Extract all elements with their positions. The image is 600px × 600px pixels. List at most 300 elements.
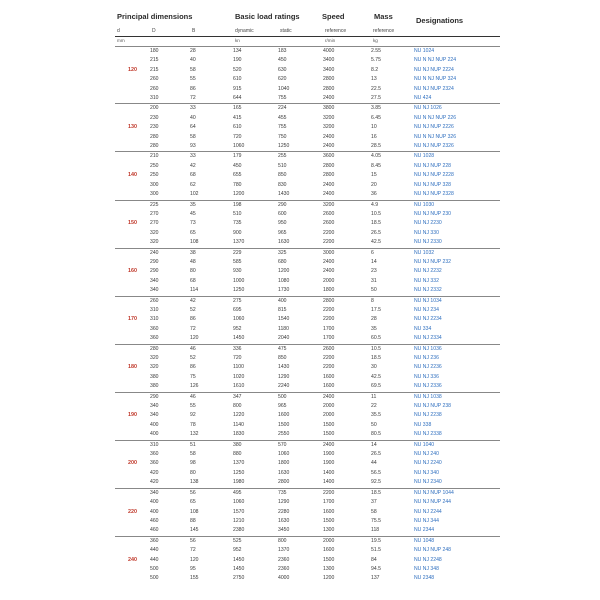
outer-diameter: 460 xyxy=(150,527,159,534)
outer-diameter: 280 xyxy=(150,133,159,140)
outer-diameter: 400 xyxy=(150,508,159,515)
width: 45 xyxy=(190,210,196,217)
table-row xyxy=(115,430,500,440)
header-principal-dimensions: Principal dimensions xyxy=(117,12,193,21)
static-load: 1180 xyxy=(278,325,289,332)
header-speed: Speed xyxy=(322,12,345,21)
reference-speed: 1700 xyxy=(323,335,335,342)
header-static: static xyxy=(280,28,292,34)
static-load: 1600 xyxy=(278,412,290,419)
dynamic-load: 1830 xyxy=(233,431,245,438)
width: 78 xyxy=(190,421,196,428)
bore-diameter: 200 xyxy=(128,460,137,467)
static-load: 680 xyxy=(278,258,287,265)
designation[interactable]: NU NJ NUP 232 xyxy=(414,258,451,265)
width: 120 xyxy=(190,335,199,342)
designation[interactable]: NU NJ 348 xyxy=(414,565,439,572)
width: 108 xyxy=(190,508,199,515)
outer-diameter: 230 xyxy=(150,124,159,131)
designation[interactable]: NU NJ 2234 xyxy=(414,316,442,323)
designation[interactable]: NU 424 xyxy=(414,95,432,102)
static-load: 450 xyxy=(278,57,287,64)
static-load: 325 xyxy=(278,248,323,258)
header-d: d xyxy=(117,28,120,34)
dynamic-load: 1450 xyxy=(233,556,245,563)
reference-speed: 3400 xyxy=(323,66,335,73)
bore-diameter-spacer xyxy=(115,565,150,574)
designation[interactable]: NU 334 xyxy=(414,325,432,332)
mass: 58 xyxy=(371,508,377,515)
outer-diameter: 260 xyxy=(150,296,190,306)
units-row xyxy=(115,37,500,46)
width: 42 xyxy=(190,296,233,306)
static-load: 455 xyxy=(278,114,287,121)
dynamic-load: 380 xyxy=(233,440,278,450)
width: 102 xyxy=(190,191,199,198)
bore-diameter: 130 xyxy=(128,124,137,131)
table-row xyxy=(115,142,500,152)
width: 155 xyxy=(190,575,199,582)
width: 64 xyxy=(190,124,196,131)
mass: 36 xyxy=(371,191,377,198)
designation[interactable]: NU NJ NUP 248 xyxy=(414,547,451,554)
designation[interactable]: NU 2344 xyxy=(414,527,435,534)
mass: 22 xyxy=(371,403,377,410)
outer-diameter: 270 xyxy=(150,220,159,227)
width: 48 xyxy=(190,258,196,265)
width: 72 xyxy=(190,325,196,332)
table-row xyxy=(115,450,500,459)
table-row xyxy=(115,85,500,94)
bore-diameter-spacer xyxy=(115,75,150,84)
designation[interactable]: NU NJ 1034 xyxy=(414,296,500,306)
width: 92 xyxy=(190,412,196,419)
reference-speed: 2800 xyxy=(323,296,371,306)
mass: 15 xyxy=(371,172,377,179)
designation[interactable]: NU NJ NUP 2326 xyxy=(414,143,454,150)
table-row xyxy=(115,296,500,306)
header-mass-reference: reference xyxy=(373,28,395,34)
width: 46 xyxy=(190,392,233,402)
bore-diameter-spacer xyxy=(115,85,150,94)
outer-diameter: 310 xyxy=(150,95,159,102)
reference-speed: 2400 xyxy=(323,133,335,140)
mass: 8 xyxy=(371,296,414,306)
outer-diameter: 340 xyxy=(150,287,159,294)
outer-diameter: 200 xyxy=(150,104,190,114)
table-row xyxy=(115,94,500,104)
table-row xyxy=(115,229,500,238)
header-D: D xyxy=(152,28,156,34)
static-load: 815 xyxy=(278,306,287,313)
static-load: 755 xyxy=(278,124,287,131)
mass: 80.5 xyxy=(371,431,381,438)
static-load: 600 xyxy=(278,210,287,217)
static-load: 255 xyxy=(278,152,323,162)
outer-diameter: 215 xyxy=(150,57,159,64)
reference-speed: 3200 xyxy=(323,114,335,121)
width: 56 xyxy=(190,488,233,498)
designation[interactable]: NU N NJ NUP 224 xyxy=(414,57,457,64)
outer-diameter: 240 xyxy=(150,248,190,258)
dynamic-load: 1060 xyxy=(233,143,245,150)
designation[interactable]: NU NJ 2334 xyxy=(414,335,442,342)
dynamic-load: 347 xyxy=(233,392,278,402)
designation[interactable]: NU NJ NUP 230 xyxy=(414,210,451,217)
designation[interactable]: NU NJ 344 xyxy=(414,517,439,524)
dynamic-load: 190 xyxy=(233,57,242,64)
designation[interactable]: NU NJ 340 xyxy=(414,469,439,476)
table-row xyxy=(115,114,500,123)
reference-speed: 1500 xyxy=(323,431,335,438)
reference-speed: 2200 xyxy=(323,355,335,361)
mass: 4.05 xyxy=(371,152,414,162)
dynamic-load: 1000 xyxy=(233,277,245,284)
reference-speed: 3200 xyxy=(323,124,335,131)
table-row xyxy=(115,478,500,488)
designation[interactable]: NU NJ 1038 xyxy=(414,392,500,402)
static-load: 1200 xyxy=(278,268,290,275)
width: 51 xyxy=(190,440,233,450)
width: 88 xyxy=(190,517,196,524)
bore-diameter-spacer xyxy=(115,440,150,450)
width: 73 xyxy=(190,220,196,227)
designation[interactable]: NU NJ 234 xyxy=(414,306,439,313)
dynamic-load: 415 xyxy=(233,114,242,121)
dynamic-load: 275 xyxy=(233,296,278,306)
width: 68 xyxy=(190,172,196,179)
reference-speed: 3200 xyxy=(323,200,371,210)
bore-diameter-spacer xyxy=(115,373,150,382)
mass: 37 xyxy=(371,499,377,506)
reference-speed: 1600 xyxy=(323,547,335,554)
designation[interactable]: NU 1048 xyxy=(414,536,500,546)
outer-diameter: 250 xyxy=(150,172,159,179)
bore-diameter-spacer xyxy=(115,344,150,354)
static-load: 1060 xyxy=(278,451,290,458)
table-body xyxy=(115,47,500,584)
outer-diameter: 250 xyxy=(150,162,159,169)
designation[interactable]: NU NJ NUP 2226 xyxy=(414,124,454,131)
table-row xyxy=(115,56,500,65)
table-row xyxy=(115,469,500,478)
width: 132 xyxy=(190,431,199,438)
static-load: 570 xyxy=(278,440,323,450)
designation[interactable]: NU 2348 xyxy=(414,575,435,582)
mass: 26.5 xyxy=(371,229,381,236)
bore-diameter-spacer xyxy=(115,517,150,526)
outer-diameter: 280 xyxy=(150,143,159,150)
mass: 14 xyxy=(371,258,377,265)
bore-diameter-spacer xyxy=(115,142,150,152)
reference-speed: 1600 xyxy=(323,508,335,515)
designation[interactable]: NU NJ NUP 2224 xyxy=(414,66,454,73)
designation[interactable]: NU 1040 xyxy=(414,440,500,450)
designation[interactable]: NU 1030 xyxy=(414,200,500,210)
mass: 6 xyxy=(371,248,414,258)
dynamic-load: 735 xyxy=(233,220,242,227)
table-row xyxy=(115,565,500,574)
designation[interactable]: NU NJ 2244 xyxy=(414,508,442,515)
dynamic-load: 450 xyxy=(233,162,242,169)
mass: 60.5 xyxy=(371,335,381,342)
outer-diameter: 360 xyxy=(150,460,159,467)
reference-speed: 1300 xyxy=(323,527,335,534)
table-row xyxy=(115,238,500,248)
reference-speed: 2600 xyxy=(323,220,335,227)
mass: 14 xyxy=(371,440,414,450)
outer-diameter: 400 xyxy=(150,431,159,438)
static-load: 1630 xyxy=(278,239,290,246)
bore-diameter-spacer xyxy=(115,402,150,411)
designation[interactable]: NU NJ 2330 xyxy=(414,239,442,246)
static-load: 224 xyxy=(278,104,323,114)
designation[interactable]: NU NJ 240 xyxy=(414,451,439,458)
mass: 44 xyxy=(371,460,377,467)
table-row xyxy=(115,459,500,468)
outer-diameter: 320 xyxy=(150,364,159,371)
designation[interactable]: NU N NJ NUP 326 xyxy=(414,133,457,140)
reference-speed: 2000 xyxy=(323,412,335,419)
outer-diameter: 215 xyxy=(150,66,159,73)
table-row xyxy=(115,277,500,286)
table-row xyxy=(115,334,500,344)
bore-diameter-spacer xyxy=(115,114,150,123)
reference-speed: 2400 xyxy=(323,191,335,198)
static-load: 510 xyxy=(278,162,287,169)
width: 72 xyxy=(190,547,196,554)
dynamic-load: 610 xyxy=(233,124,242,131)
static-load: 1040 xyxy=(278,85,290,92)
designation[interactable]: NU NJ 332 xyxy=(414,277,439,284)
bore-diameter-spacer xyxy=(115,430,150,440)
width: 42 xyxy=(190,162,196,169)
dynamic-load: 1570 xyxy=(233,508,245,515)
mass: 31 xyxy=(371,277,377,284)
reference-speed: 2000 xyxy=(323,403,335,410)
dynamic-load: 644 xyxy=(233,95,242,102)
designation[interactable]: NU N NJ NUP 226 xyxy=(414,114,457,121)
static-load: 850 xyxy=(278,355,287,361)
header-mass: Mass xyxy=(374,12,393,21)
designation[interactable]: NU NJ 330 xyxy=(414,229,439,236)
dynamic-load: 336 xyxy=(233,344,278,354)
table-row xyxy=(115,517,500,526)
reference-speed: 2200 xyxy=(323,239,335,246)
outer-diameter: 500 xyxy=(150,565,159,572)
width: 52 xyxy=(190,306,196,313)
bore-diameter-spacer xyxy=(115,181,150,190)
designation[interactable]: NU NJ 1036 xyxy=(414,344,500,354)
mass: 42.5 xyxy=(371,239,381,246)
designation[interactable]: NU NJ 2238 xyxy=(414,412,442,419)
designation[interactable]: NU NJ NUP 2228 xyxy=(414,172,454,179)
header-designations: Designations xyxy=(416,16,464,25)
dynamic-load: 780 xyxy=(233,181,242,188)
designation[interactable]: NU NJ NUP 244 xyxy=(414,499,451,506)
table-row xyxy=(115,421,500,430)
width: 120 xyxy=(190,556,199,563)
dynamic-load: 1610 xyxy=(233,383,245,390)
dynamic-load: 952 xyxy=(233,547,242,554)
designation[interactable]: NU NJ NUP 228 xyxy=(414,162,451,169)
table-row xyxy=(115,181,500,190)
mass: 10.5 xyxy=(371,344,414,354)
designation[interactable]: NU NJ 336 xyxy=(414,373,439,380)
bore-diameter: 220 xyxy=(128,508,137,515)
mass: 10.5 xyxy=(371,210,381,217)
dynamic-load: 1060 xyxy=(233,499,245,506)
designation[interactable]: NU NJ 2232 xyxy=(414,268,442,275)
dynamic-load: 1250 xyxy=(233,287,245,294)
dynamic-load: 1060 xyxy=(233,316,245,323)
width: 38 xyxy=(190,248,233,258)
static-load: 2360 xyxy=(278,565,290,572)
outer-diameter: 280 xyxy=(150,344,190,354)
reference-speed: 2800 xyxy=(323,85,335,92)
mass: 16 xyxy=(371,133,377,140)
table-row xyxy=(115,488,500,498)
outer-diameter: 460 xyxy=(150,517,159,524)
dynamic-load: 179 xyxy=(233,152,278,162)
unit-mm: mm xyxy=(117,38,125,43)
designation[interactable]: NU NJ NUP 1044 xyxy=(414,488,500,498)
bore-diameter-spacer xyxy=(115,238,150,248)
header-basic-load-ratings: Basic load ratings xyxy=(235,12,300,21)
reference-speed: 3000 xyxy=(323,248,371,258)
outer-diameter: 440 xyxy=(150,556,159,563)
outer-diameter: 180 xyxy=(150,47,190,57)
static-load: 800 xyxy=(278,536,323,546)
reference-speed: 1300 xyxy=(323,565,335,572)
dynamic-load: 229 xyxy=(233,248,278,258)
designation[interactable]: NU NJ NUP 328 xyxy=(414,181,451,188)
outer-diameter: 360 xyxy=(150,451,159,458)
outer-diameter: 225 xyxy=(150,200,190,210)
reference-speed: 1900 xyxy=(323,460,335,467)
outer-diameter: 230 xyxy=(150,114,159,121)
reference-speed: 2400 xyxy=(323,258,335,265)
bore-diameter-spacer xyxy=(115,229,150,238)
table-row xyxy=(115,47,500,57)
table-row xyxy=(115,382,500,392)
bore-diameter-spacer xyxy=(115,354,150,363)
static-load: 1430 xyxy=(278,191,290,198)
outer-diameter: 380 xyxy=(150,383,159,390)
mass: 17.5 xyxy=(371,306,381,313)
width: 40 xyxy=(190,114,196,121)
designation[interactable]: NU NJ 2240 xyxy=(414,460,442,467)
dynamic-load: 720 xyxy=(233,133,242,140)
outer-diameter: 320 xyxy=(150,239,159,246)
designation[interactable]: NU NJ 2338 xyxy=(414,431,442,438)
outer-diameter: 300 xyxy=(150,181,159,188)
width: 93 xyxy=(190,143,196,150)
mass: 20 xyxy=(371,181,377,188)
dynamic-load: 525 xyxy=(233,536,278,546)
designation[interactable]: NU NJ 1026 xyxy=(414,104,500,114)
dynamic-load: 610 xyxy=(233,76,242,83)
mass: 18.5 xyxy=(371,220,381,227)
dynamic-load: 880 xyxy=(233,451,242,458)
designation[interactable]: NU NJ NUP 238 xyxy=(414,403,451,410)
designation[interactable]: NU NJ 2336 xyxy=(414,383,442,390)
bore-diameter-spacer xyxy=(115,286,150,296)
designation[interactable]: NU NJ 2230 xyxy=(414,220,442,227)
outer-diameter: 400 xyxy=(150,421,159,428)
dynamic-load: 1210 xyxy=(233,517,245,524)
designation[interactable]: NU 1032 xyxy=(414,248,500,258)
designation[interactable]: NU NJ NUP 2324 xyxy=(414,85,454,92)
static-load: 500 xyxy=(278,392,323,402)
table-row xyxy=(115,104,500,114)
reference-speed: 2200 xyxy=(323,306,335,313)
width: 58 xyxy=(190,66,196,73)
mass: 42.5 xyxy=(371,373,381,380)
table-row xyxy=(115,162,500,171)
dynamic-load: 510 xyxy=(233,210,242,217)
designation[interactable]: NU 1028 xyxy=(414,152,500,162)
designation[interactable]: NU NJ 236 xyxy=(414,355,439,361)
static-load: 2240 xyxy=(278,383,290,390)
table-row xyxy=(115,66,500,75)
static-load: 1430 xyxy=(278,364,290,371)
designation[interactable]: NU NJ 2236 xyxy=(414,364,442,371)
table-row xyxy=(115,556,500,565)
header-B: B xyxy=(192,28,196,34)
bore-diameter-spacer xyxy=(115,47,150,57)
reference-speed: 1700 xyxy=(323,325,335,332)
width: 33 xyxy=(190,152,233,162)
width: 86 xyxy=(190,364,196,371)
width: 114 xyxy=(190,287,199,294)
bore-diameter-spacer xyxy=(115,478,150,488)
width: 58 xyxy=(190,133,196,140)
designation[interactable]: NU NJ 2340 xyxy=(414,479,442,486)
width: 55 xyxy=(190,403,196,410)
bearing-data-table xyxy=(115,46,500,584)
bore-diameter-spacer xyxy=(115,162,150,171)
width: 68 xyxy=(190,277,196,284)
table-row xyxy=(115,574,500,583)
bore-diameter-spacer xyxy=(115,277,150,286)
width: 65 xyxy=(190,499,196,506)
mass: 10 xyxy=(371,124,377,131)
static-load: 183 xyxy=(278,47,323,57)
width: 80 xyxy=(190,268,196,275)
designation[interactable]: NU N NJ NUP 324 xyxy=(414,76,457,83)
table-row xyxy=(115,363,500,372)
designation[interactable]: NU NJ NUP 2328 xyxy=(414,191,454,198)
bore-diameter: 160 xyxy=(128,268,137,275)
designation[interactable]: NU NJ 2332 xyxy=(414,287,442,294)
static-load: 1370 xyxy=(278,547,290,554)
mass: 69.5 xyxy=(371,383,381,390)
dynamic-load: 1370 xyxy=(233,460,245,467)
table-row xyxy=(115,373,500,382)
dynamic-load: 2380 xyxy=(233,527,245,534)
designation[interactable]: NU NJ 2248 xyxy=(414,556,442,563)
outer-diameter: 270 xyxy=(150,210,159,217)
width: 28 xyxy=(190,47,233,57)
dynamic-load: 952 xyxy=(233,325,242,332)
static-load: 2550 xyxy=(278,431,290,438)
designation[interactable]: NU 1024 xyxy=(414,47,500,57)
designation[interactable]: NU 338 xyxy=(414,421,432,428)
mass: 19.5 xyxy=(371,536,414,546)
reference-speed: 1900 xyxy=(323,451,335,458)
static-load: 1080 xyxy=(278,277,290,284)
